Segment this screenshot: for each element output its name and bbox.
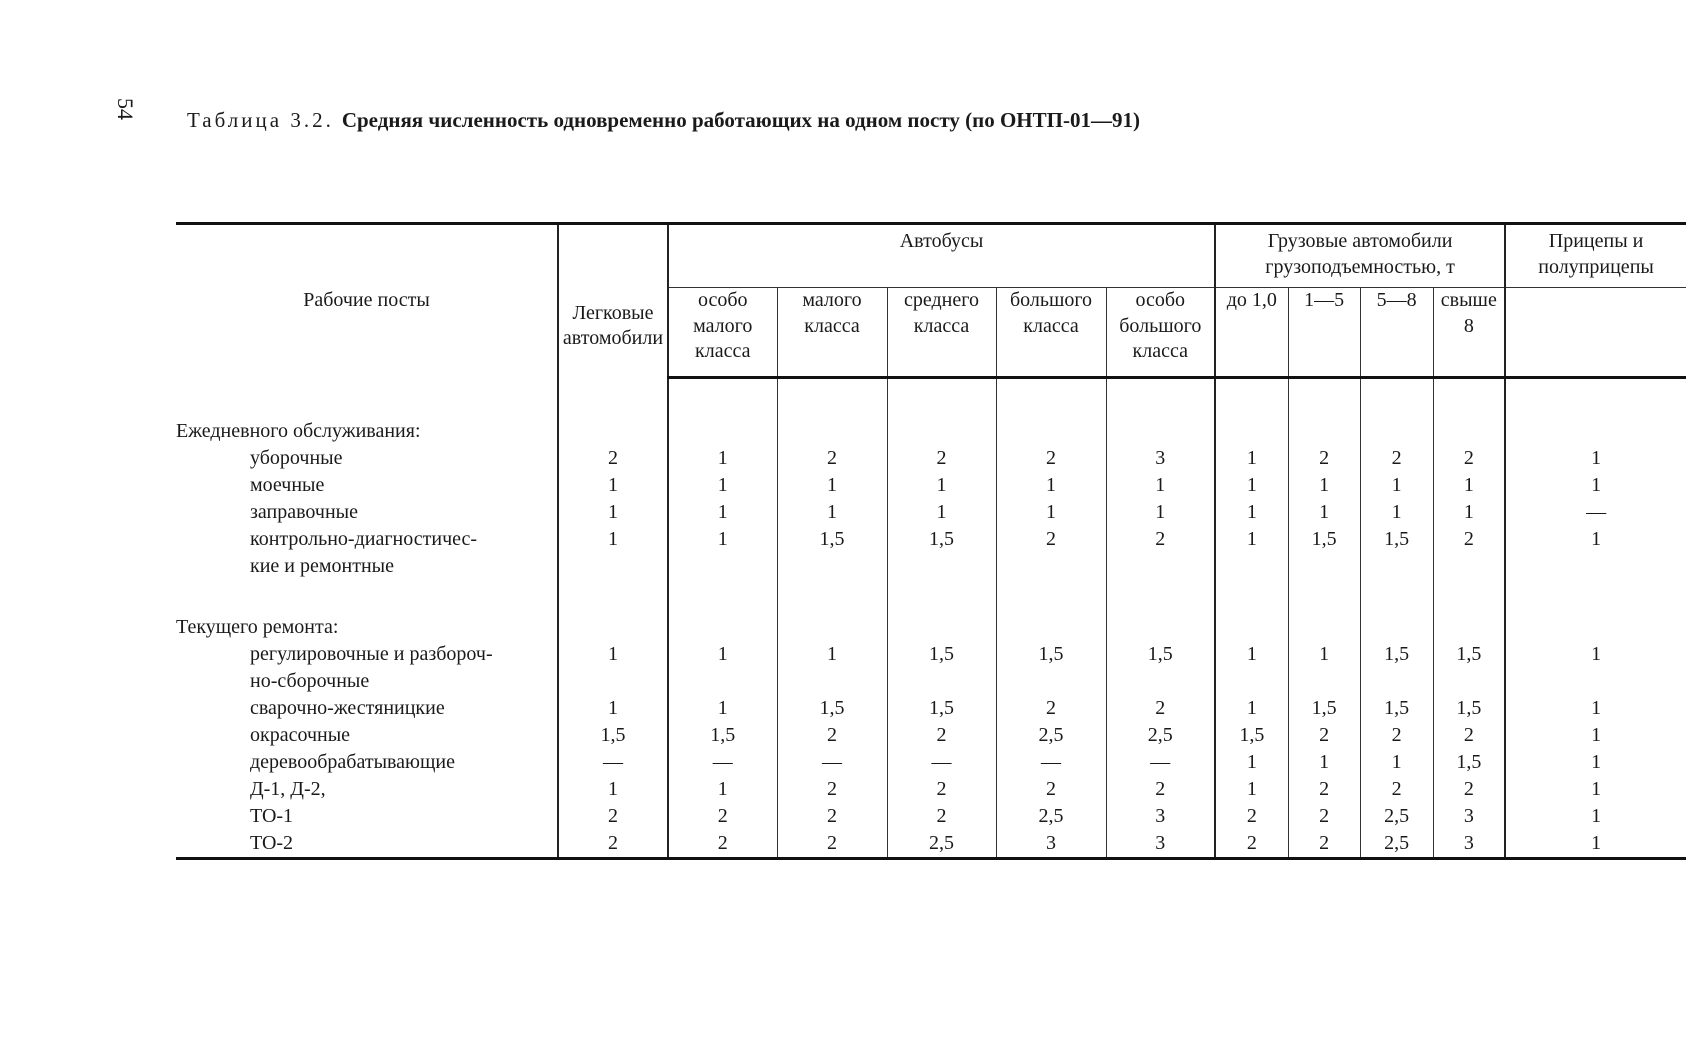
value-cell: 2 <box>996 445 1106 472</box>
value-cell: 3 <box>1106 803 1215 830</box>
table-row <box>176 830 1686 859</box>
value-cell: 1,5 <box>887 695 996 722</box>
spacer-cell <box>1505 378 1686 419</box>
header-truck-sub: до 1,0 <box>1215 288 1288 378</box>
value-cell: 1,5 <box>996 641 1106 668</box>
empty-cell <box>777 418 887 445</box>
value-cell: 2,5 <box>1106 722 1215 749</box>
value-cell: 1 <box>1288 472 1360 499</box>
header-trailers: Прицепы и полуприцепы <box>1505 224 1686 288</box>
value-cell: 1,5 <box>1360 526 1433 553</box>
value-cell: 2,5 <box>996 722 1106 749</box>
value-cell: 3 <box>996 830 1106 859</box>
header-cars: Легковые автомобили <box>558 224 668 378</box>
value-cell: 1 <box>668 776 777 803</box>
table-row <box>176 803 1686 830</box>
value-cell <box>668 668 777 695</box>
spacer-cell <box>996 378 1106 419</box>
value-cell <box>887 553 996 580</box>
value-cell: 2 <box>887 776 996 803</box>
spacer-cell <box>176 580 558 614</box>
table-row <box>176 472 1686 499</box>
value-cell: 1 <box>668 472 777 499</box>
value-cell <box>1215 668 1288 695</box>
value-cell <box>1288 668 1360 695</box>
value-cell: 2 <box>558 830 668 859</box>
value-cell: 1 <box>668 499 777 526</box>
spacer-cell <box>777 580 887 614</box>
empty-cell <box>1433 418 1505 445</box>
value-cell: 2,5 <box>996 803 1106 830</box>
value-cell: — <box>777 749 887 776</box>
empty-cell <box>1288 614 1360 641</box>
empty-cell <box>668 418 777 445</box>
value-cell: 3 <box>1106 445 1215 472</box>
value-cell: 1,5 <box>1360 695 1433 722</box>
value-cell: 1 <box>1360 499 1433 526</box>
value-cell: 1 <box>777 499 887 526</box>
value-cell: 2 <box>668 830 777 859</box>
value-cell: 1 <box>1215 472 1288 499</box>
value-cell: 1 <box>668 445 777 472</box>
value-cell: 3 <box>1106 830 1215 859</box>
value-cell: 2 <box>1360 722 1433 749</box>
value-cell: 1 <box>777 472 887 499</box>
spacer-cell <box>668 378 777 419</box>
value-cell: 1 <box>1288 499 1360 526</box>
value-cell: 1,5 <box>777 526 887 553</box>
value-cell <box>1505 668 1686 695</box>
value-cell: 2 <box>1106 526 1215 553</box>
value-cell: — <box>887 749 996 776</box>
row-label: деревообрабатывающие <box>176 749 558 776</box>
value-cell: 2 <box>996 776 1106 803</box>
value-cell: 2 <box>777 830 887 859</box>
header-bus-sub: особо малого класса <box>668 288 777 378</box>
spacer-cell <box>1433 580 1505 614</box>
spacer-cell <box>1433 378 1505 419</box>
spacer-cell <box>1360 580 1433 614</box>
spacer-cell <box>668 580 777 614</box>
value-cell <box>668 553 777 580</box>
value-cell: 1,5 <box>668 722 777 749</box>
empty-cell <box>1215 614 1288 641</box>
value-cell: 1 <box>1433 499 1505 526</box>
value-cell: 1,5 <box>1288 526 1360 553</box>
empty-cell <box>558 418 668 445</box>
row-label: сварочно-жестяницкие <box>176 695 558 722</box>
page-number: 54 <box>113 98 138 120</box>
value-cell: 1 <box>558 695 668 722</box>
value-cell: 1 <box>668 526 777 553</box>
header-bus-sub: малого класса <box>777 288 887 378</box>
spacer-cell <box>1106 378 1215 419</box>
section-title: Текущего ремонта: <box>176 614 558 641</box>
value-cell <box>1433 553 1505 580</box>
value-cell: — <box>668 749 777 776</box>
empty-cell <box>1505 418 1686 445</box>
value-cell: 1,5 <box>1433 749 1505 776</box>
row-label: кие и ремонтные <box>176 553 558 580</box>
value-cell <box>1106 668 1215 695</box>
header-truck-sub: свыше 8 <box>1433 288 1505 378</box>
value-cell: 1 <box>1215 526 1288 553</box>
row-label: но-сборочные <box>176 668 558 695</box>
table-caption <box>187 108 1140 133</box>
empty-cell <box>1433 614 1505 641</box>
spacer-cell <box>887 580 996 614</box>
section-title: Ежедневного обслуживания: <box>176 418 558 445</box>
row-label: ТО-2 <box>176 830 558 859</box>
value-cell: 1 <box>1106 499 1215 526</box>
value-cell: 2 <box>887 803 996 830</box>
value-cell: — <box>996 749 1106 776</box>
value-cell: 2 <box>1360 776 1433 803</box>
value-cell: 2 <box>1288 445 1360 472</box>
spacer-cell <box>176 378 558 419</box>
spacer-cell <box>558 378 668 419</box>
value-cell: 2,5 <box>1360 830 1433 859</box>
empty-cell <box>668 614 777 641</box>
value-cell: 2 <box>777 803 887 830</box>
spacer-cell <box>777 378 887 419</box>
value-cell: 1 <box>558 776 668 803</box>
value-cell: — <box>558 749 668 776</box>
table-caption-title: Средняя численность одновременно работающих на одном посту (по ОНТП-01—91) <box>341 108 1140 132</box>
empty-cell <box>887 614 996 641</box>
value-cell: 1,5 <box>1433 641 1505 668</box>
value-cell: 1 <box>668 695 777 722</box>
value-cell: 1 <box>1215 641 1288 668</box>
value-cell: 1 <box>996 472 1106 499</box>
value-cell: 1 <box>1360 749 1433 776</box>
spacer-cell <box>996 580 1106 614</box>
table-row <box>176 499 1686 526</box>
spacer-cell <box>558 580 668 614</box>
header-trucks: Грузовые автомобили грузоподъемностью, т <box>1215 224 1505 288</box>
value-cell: 2 <box>1215 803 1288 830</box>
value-cell: 2 <box>1433 776 1505 803</box>
value-cell: 3 <box>1433 830 1505 859</box>
value-cell: 1 <box>1505 830 1686 859</box>
value-cell: 2 <box>777 776 887 803</box>
value-cell <box>777 668 887 695</box>
value-cell: 2 <box>1106 776 1215 803</box>
value-cell: 1 <box>1106 472 1215 499</box>
empty-cell <box>996 418 1106 445</box>
spacer-cell <box>1106 580 1215 614</box>
value-cell <box>996 668 1106 695</box>
empty-cell <box>1288 418 1360 445</box>
empty-cell <box>558 614 668 641</box>
spacer-cell <box>1360 378 1433 419</box>
value-cell: — <box>1106 749 1215 776</box>
value-cell: 2 <box>996 526 1106 553</box>
empty-cell <box>1215 418 1288 445</box>
header-truck-sub: 1—5 <box>1288 288 1360 378</box>
value-cell: 1,5 <box>887 641 996 668</box>
spacer-row <box>176 378 1686 419</box>
value-cell: 2 <box>558 445 668 472</box>
empty-cell <box>996 614 1106 641</box>
section-header-row <box>176 418 1686 445</box>
table-row <box>176 749 1686 776</box>
value-cell: 2 <box>1433 445 1505 472</box>
value-cell: 2,5 <box>1360 803 1433 830</box>
value-cell <box>1433 668 1505 695</box>
value-cell: 1 <box>668 641 777 668</box>
empty-cell <box>887 418 996 445</box>
table-row <box>176 526 1686 553</box>
value-cell: 2 <box>668 803 777 830</box>
header-posts: Рабочие посты <box>176 224 558 378</box>
value-cell: 1,5 <box>1106 641 1215 668</box>
table-row <box>176 668 1686 695</box>
value-cell: 1 <box>777 641 887 668</box>
data-table <box>176 222 1686 860</box>
row-label: заправочные <box>176 499 558 526</box>
value-cell <box>777 553 887 580</box>
value-cell: 1 <box>996 499 1106 526</box>
empty-cell <box>777 614 887 641</box>
value-cell: 1 <box>1591 778 1602 800</box>
spacer-cell <box>1288 580 1360 614</box>
value-cell: 1,5 <box>777 695 887 722</box>
value-cell: 1 <box>887 472 996 499</box>
empty-cell <box>1505 614 1686 641</box>
value-cell: 1,5 <box>887 526 996 553</box>
value-cell: 1,5 <box>558 722 668 749</box>
value-cell: 2 <box>1433 722 1505 749</box>
spacer-cell <box>887 378 996 419</box>
value-cell: 1 <box>1215 776 1288 803</box>
value-cell: 1 <box>1591 474 1602 496</box>
value-cell: 1 <box>558 499 668 526</box>
table-caption-label: Таблица 3.2. <box>187 108 334 132</box>
value-cell: 1,5 <box>1360 641 1433 668</box>
value-cell: 1 <box>1215 499 1288 526</box>
section-header-row <box>176 614 1686 641</box>
empty-cell <box>1360 418 1433 445</box>
value-cell: 1 <box>1288 749 1360 776</box>
value-cell: 1 <box>1215 445 1288 472</box>
row-label: Д-1, Д-2, <box>176 776 558 803</box>
value-cell: 1 <box>1591 805 1602 827</box>
empty-cell <box>1106 614 1215 641</box>
value-cell: 1 <box>1360 472 1433 499</box>
value-cell: 2,5 <box>887 830 996 859</box>
spacer-cell <box>1215 378 1288 419</box>
value-cell: 1 <box>1215 695 1288 722</box>
value-cell: 2 <box>777 722 887 749</box>
value-cell <box>1106 553 1215 580</box>
row-label: контрольно-диагностичес- <box>176 526 558 553</box>
value-cell: 1 <box>887 499 996 526</box>
value-cell <box>996 553 1106 580</box>
value-cell: 1 <box>558 526 668 553</box>
value-cell: 2 <box>777 445 887 472</box>
value-cell: 2 <box>887 722 996 749</box>
value-cell <box>1215 553 1288 580</box>
spacer-cell <box>1505 580 1686 614</box>
value-cell: 2 <box>887 445 996 472</box>
value-cell: 1 <box>1591 447 1602 469</box>
value-cell <box>1288 553 1360 580</box>
value-cell: 1 <box>1591 697 1602 719</box>
value-cell: 1,5 <box>1288 695 1360 722</box>
value-cell: 3 <box>1433 803 1505 830</box>
header-truck-sub: 5—8 <box>1360 288 1433 378</box>
value-cell <box>1360 553 1433 580</box>
value-cell: 2 <box>1288 803 1360 830</box>
value-cell <box>1505 553 1686 580</box>
header-bus-sub: среднего класса <box>887 288 996 378</box>
row-label: регулировочные и разбороч- <box>176 641 558 668</box>
value-cell: 1 <box>1433 472 1505 499</box>
value-cell: 2 <box>1215 830 1288 859</box>
value-cell: 2 <box>1360 445 1433 472</box>
value-cell: 2 <box>996 695 1106 722</box>
row-label: моечные <box>176 472 558 499</box>
row-label: уборочные <box>176 445 558 472</box>
spacer-cell <box>1288 378 1360 419</box>
value-cell: 1 <box>558 641 668 668</box>
header-buses: Автобусы <box>668 224 1215 288</box>
header-bus-sub: большого класса <box>996 288 1106 378</box>
header-bus-sub: особо большого класса <box>1106 288 1215 378</box>
empty-cell <box>1106 418 1215 445</box>
value-cell: 2 <box>1288 830 1360 859</box>
value-cell: 1,5 <box>1433 695 1505 722</box>
table-row <box>176 553 1686 580</box>
value-cell: 2 <box>1433 526 1505 553</box>
value-cell: 1 <box>1288 641 1360 668</box>
value-cell: 1 <box>558 472 668 499</box>
table-body <box>176 378 1686 859</box>
value-cell: 2 <box>1288 722 1360 749</box>
table-row <box>176 641 1686 668</box>
row-label: ТО-1 <box>176 803 558 830</box>
value-cell: 1,5 <box>1215 722 1288 749</box>
value-cell <box>558 553 668 580</box>
value-cell: 1 <box>1591 724 1602 746</box>
value-cell: 1 <box>1591 643 1602 665</box>
table-row <box>176 722 1686 749</box>
value-cell <box>887 668 996 695</box>
value-cell: 1 <box>1591 751 1602 773</box>
value-cell: 1 <box>1215 749 1288 776</box>
empty-cell <box>1360 614 1433 641</box>
row-label: окрасочные <box>176 722 558 749</box>
table-row <box>176 445 1686 472</box>
table-row <box>176 695 1686 722</box>
value-cell <box>1360 668 1433 695</box>
value-cell: 1 <box>1591 528 1602 550</box>
header-trailer-sub <box>1505 288 1686 378</box>
value-cell: 2 <box>1106 695 1215 722</box>
value-cell: — <box>1586 501 1607 523</box>
value-cell <box>558 668 668 695</box>
value-cell: 2 <box>1288 776 1360 803</box>
spacer-cell <box>1215 580 1288 614</box>
spacer-row <box>176 580 1686 614</box>
value-cell: 2 <box>558 803 668 830</box>
table-row <box>176 776 1686 803</box>
